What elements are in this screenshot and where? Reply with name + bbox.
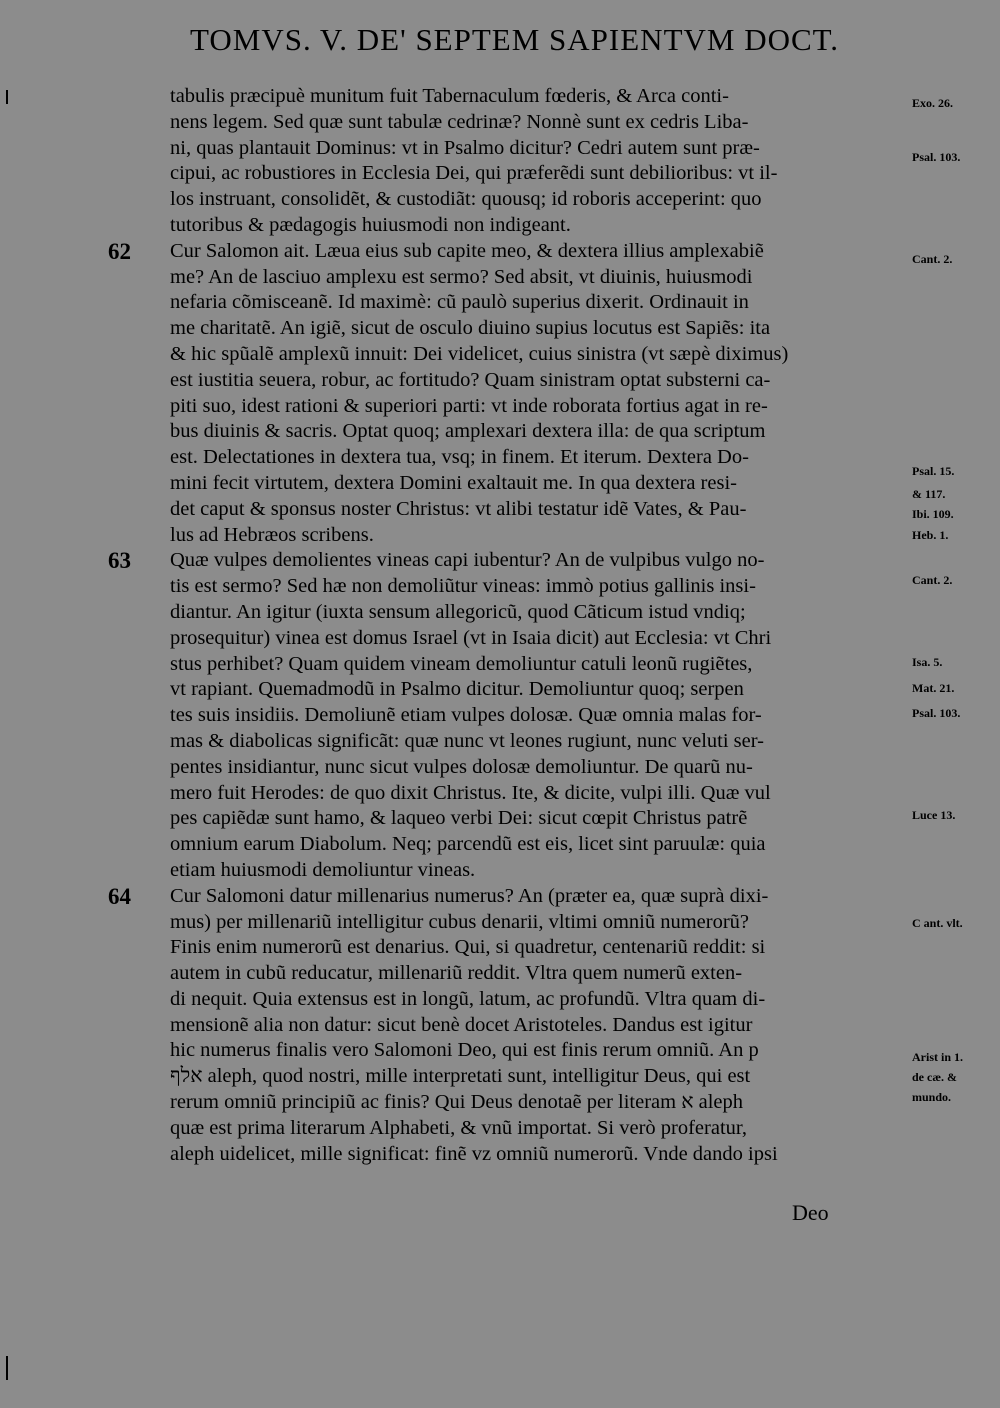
text-line: cipui, ac robustiores in Ecclesia Dei, qui præferẽdi sunt debilioribus: vt il- — [170, 162, 778, 185]
text-line: lus ad Hebræos scribens. — [170, 523, 374, 546]
margin-note: Cant. 2. — [912, 252, 953, 266]
text-line: Finis enim numerorũ est denarius. Qui, si quadretur, centenariũ reddit: si — [170, 936, 766, 959]
text-line: אלף aleph, quod nostri, mille interpretati sunt, intelligitur Deus, qui est — [170, 1065, 751, 1088]
margin-note: Ibi. 109. — [912, 507, 954, 521]
text-line: est. Delectationes in dextera tua, vsq; in finem. Et iterum. Dextera Do- — [170, 446, 749, 469]
catchword: Deo — [792, 1200, 829, 1225]
text-line: mus) per millenariũ intelligitur cubus denarii, vltimi omniũ numerorũ? — [170, 910, 750, 933]
margin-note: Psal. 103. — [912, 706, 961, 720]
text-line: ni, quas plantauit Dominus: vt in Psalmo dicitur? Cedri autem sunt præ- — [170, 136, 760, 159]
text-line: tutoribus & pædagogis huiusmodi non indigeant. — [170, 213, 571, 236]
text-line: prosequitur) vinea est domus Israel (vt in Isaia dicit) aut Ecclesia: vt Chri — [170, 626, 772, 649]
margin-note: Heb. 1. — [912, 528, 949, 542]
margin-note: & 117. — [912, 487, 946, 501]
text-line: pentes insidiantur, nunc sicut vulpes dolosæ demoliuntur. De quarũ nu- — [170, 755, 753, 778]
text-line: aleph uidelicet, mille significat: finẽ vz omniũ numerorũ. Vnde dando ipsi — [170, 1142, 778, 1165]
text-line: me? An de lasciuo amplexu est sermo? Sed absit, vt diuinis, huiusmodi — [170, 265, 753, 288]
text-line: nefaria cõmisceanẽ. Id maximè: cũ paulò superius dixerit. Ordinauit in — [170, 291, 749, 314]
text-line: est iustitia seuera, robur, ac fortitudo? Quam sinistram optat substerni ca- — [170, 368, 771, 391]
margin-note: Isa. 5. — [912, 655, 943, 669]
paragraph-64 — [108, 883, 900, 1168]
text-line: mensionẽ alia non datur: sicut benè docet Aristoteles. Dandus est igitur — [170, 1013, 753, 1036]
text-line: di nequit. Quia extensus est in longũ, latum, ac profundũ. Vltra quam di- — [170, 987, 766, 1010]
text-line: mero fuit Herodes: de quo dixit Christus. Ite, & dicite, vulpi illi. Quæ vul — [170, 781, 771, 804]
text-line: diantur. An igitur (iuxta sensum allegoricũ, quod Cãticum istud vndiq; — [170, 600, 746, 623]
paragraph-number: 64 — [108, 883, 131, 909]
text-line: los instruant, consolidẽt, & custodiãt: quousq; id roboris acceperint: quo — [170, 188, 762, 211]
text-line: Quæ vulpes demolientes vineas capi iubentur? An de vulpibus vulgo no- — [170, 549, 765, 572]
text-line: stus perhibet? Quam quidem vineam demoliuntur catuli leonũ rugiẽtes, — [170, 652, 753, 675]
text-line: me charitatẽ. An igiẽ, sicut de osculo diuino supius locutus est Sapiẽs: ita — [170, 317, 771, 340]
text-line: piti suo, idest rationi & superiori parti: vt inde roborata fortius agat in re- — [170, 394, 768, 417]
text-line: mas & diabolicas significãt: quæ nunc vt leones rugiunt, nunc veluti ser- — [170, 729, 764, 752]
margin-note: mundo. — [912, 1090, 952, 1104]
text-line: pes capiẽdæ sunt hamo, & laqueo verbi Dei: sicut cœpit Christus patrẽ — [170, 807, 748, 830]
margin-note: Cant. 2. — [912, 573, 953, 587]
margin-note: Psal. 15. — [912, 464, 955, 478]
text-line: bus diuinis & sacris. Optat quoq; amplexari dextera illa: de qua scriptum — [170, 420, 766, 443]
text-line: nens legem. Sed quæ sunt tabulæ cedrinæ? Nonnè sunt ex cedris Liba- — [170, 110, 749, 133]
text-line: rerum omniũ principiũ ac finis? Qui Deus denotaẽ per literam א aleph — [170, 1091, 744, 1114]
text-line: omnium earum Diabolum. Neq; parcendũ est eis, licet sint paruulæ: quia — [170, 833, 766, 856]
text-line: det caput & sponsus noster Christus: vt alibi testatur idẽ Vates, & Pau- — [170, 497, 747, 520]
text-line: quæ est prima literarum Alphabeti, & vnũ importat. Si verò proferatur, — [170, 1116, 748, 1139]
paragraph-number: 63 — [108, 548, 131, 574]
text-line: etiam huiusmodi demoliuntur vineas. — [170, 858, 476, 881]
margin-note: de cæ. & — [912, 1070, 957, 1084]
paragraph-62 — [108, 238, 900, 549]
margin-note: Mat. 21. — [912, 681, 955, 695]
text-line: mini fecit virtutem, dextera Domini exaltauit me. In qua dextera resi- — [170, 471, 737, 494]
text-line: Cur Salomoni datur millenarius numerus? An (præter ea, quæ suprà dixi- — [170, 884, 769, 907]
text-line: & hic spũalẽ amplexũ innuit: Dei videlicet, cuius sinistra (vt sæpè diximus) — [170, 342, 789, 365]
text-line: tabulis præcipuè munitum fuit Tabernaculum fœderis, & Arca conti- — [170, 85, 729, 107]
text-line: tis est sermo? Sed hæ non demoliũtur vineas: immò potius gallinis insi- — [170, 575, 756, 598]
margin-note: Exo. 26. — [912, 96, 954, 110]
main-text-column — [108, 84, 900, 1167]
paragraph-63 — [108, 548, 900, 883]
text-line: vt rapiant. Quemadmodũ in Psalmo dicitur. Demoliuntur quoq; serpen — [170, 678, 744, 701]
running-head: TOMVS. V. DE' SEPTEM SAPIENTVM DOCT. — [190, 22, 840, 57]
edge-mark — [6, 1356, 8, 1380]
edge-mark — [6, 90, 8, 104]
intro-paragraph — [170, 84, 900, 239]
margin-note: Luce 13. — [912, 808, 956, 822]
text-line: hic numerus finalis vero Salomoni Deo, qui est finis rerum omniũ. An p — [170, 1039, 759, 1062]
paragraph-number: 62 — [108, 238, 131, 264]
margin-note: Arist in 1. — [912, 1050, 963, 1064]
text-line: autem in cubũ reducatur, millenariũ reddit. Vltra quem numerũ exten- — [170, 962, 743, 985]
text-line: Cur Salomon ait. Læua eius sub capite meo, & dextera illius amplexabiẽ — [170, 239, 764, 262]
margin-note: C ant. vlt. — [912, 916, 963, 930]
text-line: tes suis insidiis. Demoliunẽ etiam vulpes dolosæ. Quæ omnia malas for- — [170, 704, 762, 727]
margin-note: Psal. 103. — [912, 150, 961, 164]
